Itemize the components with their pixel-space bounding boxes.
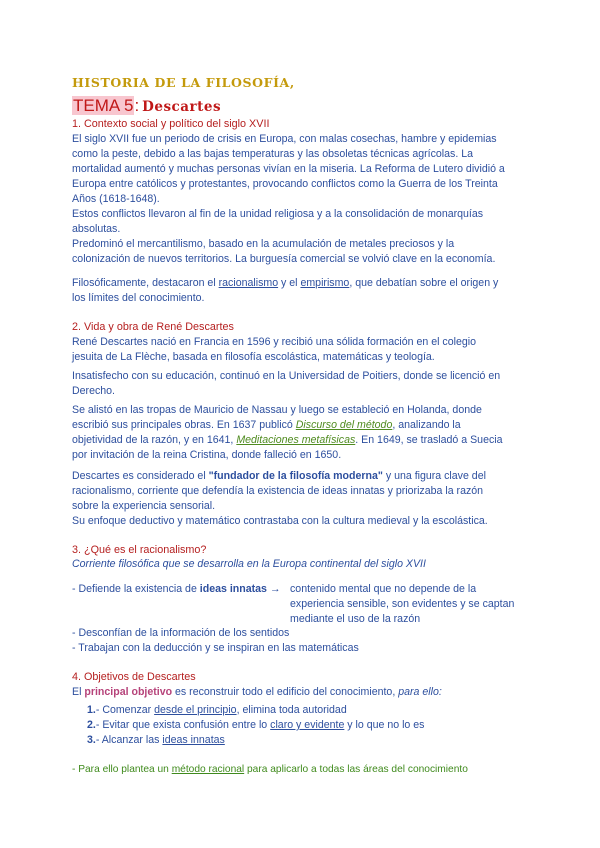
text-run: objetividad de la razón, y en 1641, [72,434,237,446]
s4-item-1 [87,703,347,717]
s1-paragraph-2-line: Estos conflictos llevaron al fin de la unidad religiosa y a la consolidación de monarquías [72,208,484,220]
item-number: 2. [87,719,96,731]
s2-paragraph-5-line: Su enfoque deductivo y matemático contrastaba con la cultura medieval y la escolástica. [72,515,488,527]
s1-paragraph-3-line: Predominó el mercantilismo, basado en la acumulación de metales preciosos y la [72,238,455,250]
item-number: 1. [87,704,96,716]
s2-paragraph-1-line: René Descartes nació en Francia en 1596 y recibió una sólida formación en el colegio [72,336,476,348]
para-ello-text: para ello: [398,686,442,698]
text-run: , elimina toda autoridad [236,704,347,716]
s2-paragraph-3-line [72,418,461,432]
text-run: . En 1649, se trasladó a Suecia [355,434,503,446]
s2-paragraph-2-line: Derecho. [72,385,115,397]
section-4-heading: 4. Objetivos de Descartes [72,671,196,683]
tema-heading [72,96,221,118]
ideas-innatas-underlined: ideas innatas [162,734,225,746]
text-run: es reconstruir todo el edificio del conocimiento, [172,686,399,698]
text-run: y lo que no lo es [344,719,425,731]
tema-colon: : [134,96,140,115]
arrow-icon: → [266,583,281,595]
text-run: - Alcanzar las [95,734,163,746]
s2-paragraph-3-line [72,433,503,447]
s4-item-2 [87,718,424,732]
s1-paragraph-1-line: como la peste, debido a las bajas temperaturas y las obsoletas técnicas agrícolas. La [72,148,474,160]
s2-paragraph-4-line [72,469,486,483]
claro-evidente-term: claro y evidente [270,719,345,731]
s3-subtitle: Corriente filosófica que se desarrolla en la Europa continental del siglo XVII [72,558,426,570]
text-run: - Evitar que exista confusión entre lo [95,719,271,731]
s2-paragraph-4-line: racionalismo, corriente que defendía la existencia de ideas innatas y priorizaba la razón [72,485,484,497]
ideas-innatas-term: ideas innatas [199,583,267,595]
s2-paragraph-2-line: Insatisfecho con su educación, continuó en la Universidad de Poitiers, donde se licenció en [72,370,501,382]
s3-bullet-2: - Desconfían de la información de los sentidos [72,627,290,639]
fundador-quote: "fundador de la filosofía moderna" [208,470,383,482]
s1-paragraph-1-line: mortalidad aumentó y muchas personas vivían en la miseria. La Reforma de Lutero dividió a [72,163,505,175]
s1-paragraph-1-line: Europa entre católicos y protestantes, provocando conflictos como la Guerra de los Treinta [72,178,498,190]
s1-paragraph-4-line [72,276,498,290]
text-run: - Para ello plantea un [72,764,172,775]
text-run: , que debatían sobre el origen y [349,277,499,289]
tema-name: Descartes [142,99,222,115]
document-title: HISTORIA DE LA FILOSOFÍA, [72,75,295,90]
text-run: El [72,686,85,698]
item-number: 3. [87,734,96,746]
s3-definition-line: experiencia sensible, son evidentes y se captan [290,598,515,610]
s3-definition-line: mediante el uso de la razón [290,613,421,625]
s2-paragraph-3-line: Se alistó en las tropas de Mauricio de Nassau y luego se estableció en Holanda, donde [72,404,482,416]
desde-principio-term: desde el principio [154,704,237,716]
s1-paragraph-1-line: El siglo XVII fue un periodo de crisis en Europa, con malas cosechas, hambre y epidemias [72,133,497,145]
empirismo-link[interactable]: empirismo [300,277,350,289]
s2-paragraph-4-line: sobre la experiencia sensorial. [72,500,216,512]
section-2-heading: 2. Vida y obra de René Descartes [72,321,234,333]
text-run: - Defiende la existencia de [72,583,200,595]
text-run: y el [278,277,301,289]
s3-definition-line: contenido mental que no depende de la [290,583,477,595]
metodo-racional-term: método racional [171,764,245,775]
s1-paragraph-3-line: colonización de nuevos territorios. La burguesía comercial se volvió clave en la economía. [72,253,496,265]
s3-bullet-3: - Trabajan con la deducción y se inspiran en las matemáticas [72,642,359,654]
section-3-heading: 3. ¿Qué es el racionalismo? [72,544,207,556]
s1-paragraph-2-line: absolutas. [72,223,121,235]
text-run: y una figura clave del [382,470,486,482]
s1-paragraph-1-line: Años (1618-1648). [72,193,160,205]
section-1-heading: 1. Contexto social y político del siglo XVII [72,118,270,130]
s4-intro [72,685,442,699]
s4-final-note [72,763,468,777]
text-run: , analizando la [392,419,461,431]
meditaciones-link[interactable]: Meditaciones metafísicas [236,434,356,446]
s1-paragraph-4-line: los límites del conocimiento. [72,292,205,304]
text-run: Filosóficamente, destacaron el [72,277,219,289]
s3-bullet-1 [72,582,280,596]
racionalismo-link[interactable]: racionalismo [218,277,279,289]
s2-paragraph-1-line: jesuita de La Flèche, basada en filosofía escolástica, matemáticas y teología. [72,351,435,363]
discurso-metodo-link[interactable]: Discurso del método [295,419,393,431]
text-run: Descartes es considerado el [72,470,209,482]
text-run: - Comenzar [95,704,155,716]
text-run: escribió sus principales obras. En 1637 publicó [72,419,296,431]
text-run: para aplicarlo a todas las áreas del conocimiento [244,764,468,775]
s2-paragraph-3-line: por invitación de la reina Cristina, donde falleció en 1650. [72,449,342,461]
s4-item-3 [87,733,225,747]
tema-label: TEMA 5 [73,96,134,115]
principal-objetivo-term: principal objetivo [84,686,173,698]
